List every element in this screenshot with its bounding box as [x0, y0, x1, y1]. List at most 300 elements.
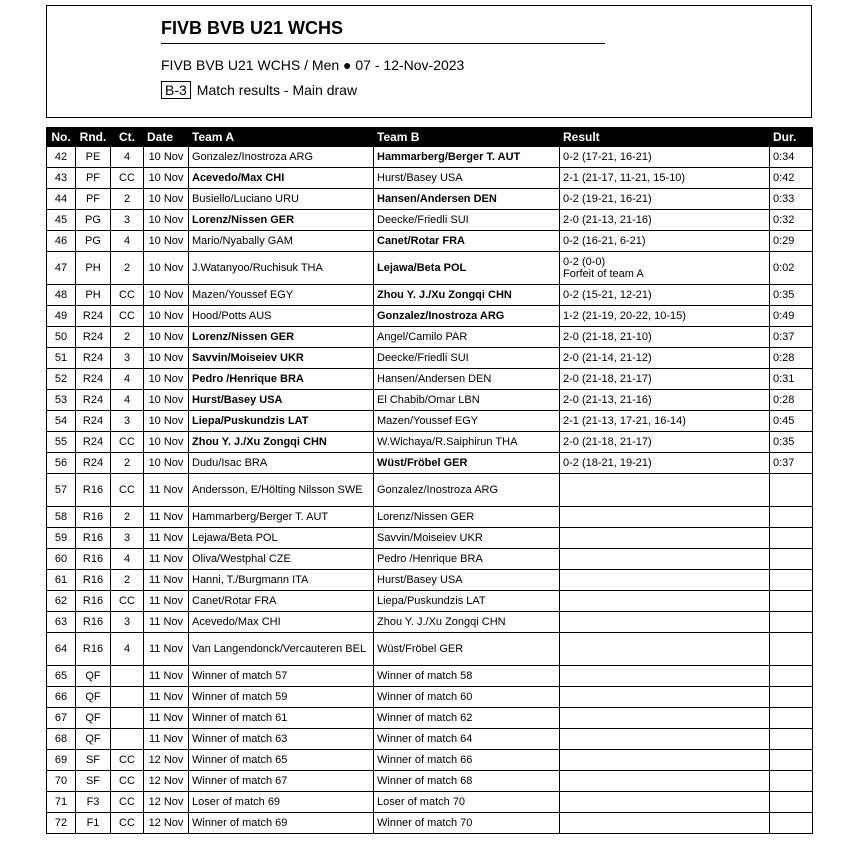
- result-cell: [560, 612, 770, 633]
- date-cell: 11 Nov: [144, 507, 189, 528]
- table-row: [47, 327, 813, 348]
- table-row: [47, 813, 813, 834]
- table-row: [47, 474, 813, 507]
- result-score: 0-2 (19-21, 16-21): [563, 193, 652, 205]
- result-cell: [560, 252, 770, 285]
- team-a-cell: Winner of match 65: [189, 750, 374, 771]
- result-cell: [560, 210, 770, 231]
- match-number-cell: 45: [47, 210, 76, 231]
- duration-cell: [770, 792, 813, 813]
- match-number-cell: 64: [47, 633, 76, 666]
- result-cell: [560, 327, 770, 348]
- duration-cell: 0:29: [770, 231, 813, 252]
- match-number-cell: 44: [47, 189, 76, 210]
- result-score: 0-2 (17-21, 16-21): [563, 151, 652, 163]
- team-a-cell: Pedro /Henrique BRA: [189, 369, 374, 390]
- date-cell: 12 Nov: [144, 771, 189, 792]
- team-a-cell: Hurst/Basey USA: [189, 390, 374, 411]
- result-score: 2-1 (21-17, 11-21, 15-10): [563, 172, 686, 184]
- match-number-cell: 65: [47, 666, 76, 687]
- match-number-cell: 59: [47, 528, 76, 549]
- court-cell: 4: [111, 549, 144, 570]
- result-cell: [560, 708, 770, 729]
- date-cell: 10 Nov: [144, 369, 189, 390]
- table-row: [47, 633, 813, 666]
- round-cell: R16: [76, 570, 111, 591]
- duration-cell: [770, 474, 813, 507]
- match-number-cell: 52: [47, 369, 76, 390]
- date-cell: 10 Nov: [144, 147, 189, 168]
- result-score: 2-0 (21-18, 21-10): [563, 331, 652, 343]
- document-code: B-3: [161, 81, 191, 99]
- team-b-cell: Mazen/Youssef EGY: [374, 411, 560, 432]
- date-cell: 11 Nov: [144, 612, 189, 633]
- result-cell: [560, 390, 770, 411]
- table-row: [47, 549, 813, 570]
- result-cell: [560, 369, 770, 390]
- team-b-cell: Wüst/Fröbel GER: [374, 633, 560, 666]
- table-row: [47, 369, 813, 390]
- team-b-cell: Wüst/Fröbel GER: [374, 453, 560, 474]
- court-cell: CC: [111, 306, 144, 327]
- result-cell: [560, 528, 770, 549]
- result-score: 0-2 (15-21, 12-21): [563, 289, 652, 301]
- column-header-result: Result: [560, 128, 770, 147]
- title-divider: [161, 43, 605, 44]
- team-a-cell: Hanni, T./Burgmann ITA: [189, 570, 374, 591]
- court-cell: 2: [111, 189, 144, 210]
- round-cell: R16: [76, 591, 111, 612]
- duration-cell: 0:35: [770, 285, 813, 306]
- table-row: [47, 189, 813, 210]
- duration-cell: [770, 813, 813, 834]
- team-b-cell: Savvin/Moiseiev UKR: [374, 528, 560, 549]
- team-a-cell: Oliva/Westphal CZE: [189, 549, 374, 570]
- result-cell: [560, 306, 770, 327]
- team-a-cell: Gonzalez/Inostroza ARG: [189, 147, 374, 168]
- round-cell: PG: [76, 210, 111, 231]
- court-cell: 2: [111, 327, 144, 348]
- round-cell: R24: [76, 390, 111, 411]
- round-cell: QF: [76, 708, 111, 729]
- date-cell: 10 Nov: [144, 252, 189, 285]
- team-b-cell: Winner of match 70: [374, 813, 560, 834]
- date-cell: 10 Nov: [144, 210, 189, 231]
- round-cell: QF: [76, 729, 111, 750]
- table-row: [47, 168, 813, 189]
- round-cell: SF: [76, 750, 111, 771]
- date-cell: 10 Nov: [144, 327, 189, 348]
- table-row: [47, 147, 813, 168]
- duration-cell: 0:37: [770, 453, 813, 474]
- duration-cell: [770, 771, 813, 792]
- result-score: 2-0 (21-13, 21-16): [563, 394, 652, 406]
- match-number-cell: 72: [47, 813, 76, 834]
- duration-cell: [770, 591, 813, 612]
- result-cell: [560, 813, 770, 834]
- team-b-cell: Liepa/Puskundzis LAT: [374, 591, 560, 612]
- date-cell: 11 Nov: [144, 570, 189, 591]
- match-number-cell: 60: [47, 549, 76, 570]
- team-b-cell: El Chabib/Omar LBN: [374, 390, 560, 411]
- match-number-cell: 57: [47, 474, 76, 507]
- match-number-cell: 43: [47, 168, 76, 189]
- team-b-cell: Hammarberg/Berger T. AUT: [374, 147, 560, 168]
- court-cell: CC: [111, 285, 144, 306]
- court-cell: [111, 687, 144, 708]
- result-score: 0-2 (0-0): [563, 256, 606, 268]
- result-score: 0-2 (16-21, 6-21): [563, 235, 646, 247]
- duration-cell: [770, 570, 813, 591]
- result-cell: [560, 474, 770, 507]
- team-a-cell: Savvin/Moiseiev UKR: [189, 348, 374, 369]
- duration-cell: 0:33: [770, 189, 813, 210]
- match-number-cell: 62: [47, 591, 76, 612]
- table-row: [47, 729, 813, 750]
- duration-cell: [770, 612, 813, 633]
- round-cell: QF: [76, 687, 111, 708]
- team-a-cell: Mario/Nyabally GAM: [189, 231, 374, 252]
- court-cell: 4: [111, 390, 144, 411]
- round-cell: R24: [76, 327, 111, 348]
- result-cell: [560, 750, 770, 771]
- team-a-cell: Zhou Y. J./Xu Zongqi CHN: [189, 432, 374, 453]
- team-a-cell: Van Langendonck/Vercauteren BEL: [189, 633, 374, 666]
- court-cell: [111, 666, 144, 687]
- table-row: [47, 750, 813, 771]
- team-a-cell: Canet/Rotar FRA: [189, 591, 374, 612]
- court-cell: 3: [111, 612, 144, 633]
- table-row: [47, 411, 813, 432]
- team-a-cell: Hammarberg/Berger T. AUT: [189, 507, 374, 528]
- team-a-cell: Winner of match 61: [189, 708, 374, 729]
- round-cell: SF: [76, 771, 111, 792]
- table-row: [47, 285, 813, 306]
- table-row: [47, 708, 813, 729]
- table-body: [47, 147, 813, 834]
- duration-cell: [770, 750, 813, 771]
- date-cell: 12 Nov: [144, 792, 189, 813]
- date-cell: 11 Nov: [144, 687, 189, 708]
- document-title: Match results - Main draw: [196, 82, 358, 98]
- team-a-cell: Hood/Potts AUS: [189, 306, 374, 327]
- table-row: [47, 612, 813, 633]
- result-score: 2-0 (21-14, 21-12): [563, 352, 652, 364]
- table-row: [47, 432, 813, 453]
- duration-cell: 0:02: [770, 252, 813, 285]
- court-cell: CC: [111, 792, 144, 813]
- round-cell: R24: [76, 348, 111, 369]
- result-cell: [560, 633, 770, 666]
- duration-cell: 0:35: [770, 432, 813, 453]
- date-cell: 11 Nov: [144, 474, 189, 507]
- team-b-cell: Pedro /Henrique BRA: [374, 549, 560, 570]
- date-cell: 12 Nov: [144, 750, 189, 771]
- table-row: [47, 252, 813, 285]
- duration-cell: 0:28: [770, 348, 813, 369]
- result-cell: [560, 771, 770, 792]
- result-score: 1-2 (21-19, 20-22, 10-15): [563, 310, 686, 322]
- date-cell: 10 Nov: [144, 168, 189, 189]
- court-cell: CC: [111, 432, 144, 453]
- round-cell: PF: [76, 189, 111, 210]
- result-cell: [560, 729, 770, 750]
- round-cell: R24: [76, 453, 111, 474]
- column-header-round: Rnd.: [76, 128, 111, 147]
- match-number-cell: 53: [47, 390, 76, 411]
- date-cell: 11 Nov: [144, 549, 189, 570]
- match-number-cell: 69: [47, 750, 76, 771]
- team-b-cell: Zhou Y. J./Xu Zongqi CHN: [374, 612, 560, 633]
- court-cell: CC: [111, 771, 144, 792]
- match-number-cell: 56: [47, 453, 76, 474]
- event-subtitle: FIVB BVB U21 WCHS / Men ● 07 - 12-Nov-2023: [161, 57, 465, 73]
- team-b-cell: Angel/Camilo PAR: [374, 327, 560, 348]
- team-a-cell: Lorenz/Nissen GER: [189, 210, 374, 231]
- team-a-cell: Dudu/Isac BRA: [189, 453, 374, 474]
- result-cell: [560, 189, 770, 210]
- team-a-cell: Acevedo/Max CHI: [189, 168, 374, 189]
- round-cell: PH: [76, 285, 111, 306]
- duration-cell: 0:45: [770, 411, 813, 432]
- column-header-team-a: Team A: [189, 128, 374, 147]
- team-b-cell: Lorenz/Nissen GER: [374, 507, 560, 528]
- court-cell: [111, 708, 144, 729]
- date-cell: 10 Nov: [144, 306, 189, 327]
- duration-cell: [770, 666, 813, 687]
- table-row: [47, 453, 813, 474]
- table-row: [47, 231, 813, 252]
- match-number-cell: 67: [47, 708, 76, 729]
- match-number-cell: 66: [47, 687, 76, 708]
- round-cell: R16: [76, 633, 111, 666]
- team-a-cell: Andersson, E/Hölting Nilsson SWE: [189, 474, 374, 507]
- result-cell: [560, 432, 770, 453]
- team-b-cell: Lejawa/Beta POL: [374, 252, 560, 285]
- court-cell: 4: [111, 633, 144, 666]
- table-row: [47, 507, 813, 528]
- table-row: [47, 390, 813, 411]
- team-a-cell: Busiello/Luciano URU: [189, 189, 374, 210]
- round-cell: R16: [76, 474, 111, 507]
- table-row: [47, 306, 813, 327]
- date-cell: 11 Nov: [144, 729, 189, 750]
- result-cell: [560, 666, 770, 687]
- result-cell: [560, 168, 770, 189]
- table-row: [47, 591, 813, 612]
- court-cell: CC: [111, 813, 144, 834]
- match-number-cell: 50: [47, 327, 76, 348]
- round-cell: R16: [76, 528, 111, 549]
- table-row: [47, 687, 813, 708]
- court-cell: 4: [111, 231, 144, 252]
- team-a-cell: Liepa/Puskundzis LAT: [189, 411, 374, 432]
- result-cell: [560, 507, 770, 528]
- team-a-cell: Winner of match 59: [189, 687, 374, 708]
- round-cell: R16: [76, 507, 111, 528]
- date-cell: 10 Nov: [144, 189, 189, 210]
- court-cell: CC: [111, 474, 144, 507]
- team-a-cell: Winner of match 63: [189, 729, 374, 750]
- round-cell: QF: [76, 666, 111, 687]
- match-number-cell: 71: [47, 792, 76, 813]
- team-b-cell: Hurst/Basey USA: [374, 168, 560, 189]
- match-results-table: [46, 127, 813, 834]
- table-row: [47, 771, 813, 792]
- round-cell: F1: [76, 813, 111, 834]
- court-cell: 3: [111, 411, 144, 432]
- match-number-cell: 58: [47, 507, 76, 528]
- round-cell: PH: [76, 252, 111, 285]
- team-a-cell: Acevedo/Max CHI: [189, 612, 374, 633]
- table-row: [47, 210, 813, 231]
- team-b-cell: Winner of match 60: [374, 687, 560, 708]
- result-score: 2-0 (21-13, 21-16): [563, 214, 652, 226]
- match-number-cell: 54: [47, 411, 76, 432]
- result-note: Forfeit of team A: [563, 268, 644, 280]
- result-score: 2-1 (21-13, 17-21, 16-14): [563, 415, 686, 427]
- court-cell: 3: [111, 210, 144, 231]
- team-a-cell: Winner of match 57: [189, 666, 374, 687]
- date-cell: 11 Nov: [144, 666, 189, 687]
- duration-cell: 0:31: [770, 369, 813, 390]
- result-score: 2-0 (21-18, 21-17): [563, 373, 652, 385]
- round-cell: F3: [76, 792, 111, 813]
- result-cell: [560, 453, 770, 474]
- match-number-cell: 51: [47, 348, 76, 369]
- round-cell: R16: [76, 549, 111, 570]
- duration-cell: [770, 708, 813, 729]
- court-cell: 2: [111, 507, 144, 528]
- team-b-cell: Deecke/Friedli SUI: [374, 210, 560, 231]
- team-a-cell: Lorenz/Nissen GER: [189, 327, 374, 348]
- team-b-cell: Canet/Rotar FRA: [374, 231, 560, 252]
- duration-cell: [770, 633, 813, 666]
- column-header-date: Date: [144, 128, 189, 147]
- round-cell: R24: [76, 432, 111, 453]
- column-header-duration: Dur.: [770, 128, 813, 147]
- table-row: [47, 348, 813, 369]
- match-number-cell: 48: [47, 285, 76, 306]
- duration-cell: 0:49: [770, 306, 813, 327]
- column-header-team-b: Team B: [374, 128, 560, 147]
- team-b-cell: Hansen/Andersen DEN: [374, 189, 560, 210]
- round-cell: R24: [76, 306, 111, 327]
- team-b-cell: W.Wichaya/R.Saiphirun THA: [374, 432, 560, 453]
- team-b-cell: Hansen/Andersen DEN: [374, 369, 560, 390]
- round-cell: PG: [76, 231, 111, 252]
- court-cell: 2: [111, 570, 144, 591]
- match-number-cell: 42: [47, 147, 76, 168]
- round-cell: PF: [76, 168, 111, 189]
- court-cell: 4: [111, 147, 144, 168]
- table-row: [47, 792, 813, 813]
- date-cell: 10 Nov: [144, 432, 189, 453]
- court-cell: 2: [111, 453, 144, 474]
- result-cell: [560, 231, 770, 252]
- team-b-cell: Gonzalez/Inostroza ARG: [374, 474, 560, 507]
- duration-cell: [770, 687, 813, 708]
- match-number-cell: 61: [47, 570, 76, 591]
- date-cell: 11 Nov: [144, 591, 189, 612]
- match-number-cell: 63: [47, 612, 76, 633]
- duration-cell: 0:28: [770, 390, 813, 411]
- result-cell: [560, 348, 770, 369]
- court-cell: 3: [111, 528, 144, 549]
- round-cell: R24: [76, 369, 111, 390]
- result-cell: [560, 147, 770, 168]
- column-header-court: Ct.: [111, 128, 144, 147]
- duration-cell: [770, 729, 813, 750]
- team-a-cell: Winner of match 67: [189, 771, 374, 792]
- court-cell: [111, 729, 144, 750]
- table-row: [47, 528, 813, 549]
- match-number-cell: 46: [47, 231, 76, 252]
- date-cell: 10 Nov: [144, 411, 189, 432]
- page-title: FIVB BVB U21 WCHS: [161, 18, 344, 38]
- round-cell: R16: [76, 612, 111, 633]
- team-b-cell: Loser of match 70: [374, 792, 560, 813]
- duration-cell: 0:42: [770, 168, 813, 189]
- court-cell: 2: [111, 252, 144, 285]
- court-cell: 3: [111, 348, 144, 369]
- date-cell: 11 Nov: [144, 708, 189, 729]
- date-cell: 11 Nov: [144, 633, 189, 666]
- result-score: 2-0 (21-18, 21-17): [563, 436, 652, 448]
- result-cell: [560, 411, 770, 432]
- team-a-cell: J.Watanyoo/Ruchisuk THA: [189, 252, 374, 285]
- team-b-cell: Winner of match 62: [374, 708, 560, 729]
- result-score: 0-2 (18-21, 19-21): [563, 457, 652, 469]
- table-header-row: [47, 128, 813, 147]
- team-b-cell: Gonzalez/Inostroza ARG: [374, 306, 560, 327]
- duration-cell: 0:34: [770, 147, 813, 168]
- duration-cell: 0:32: [770, 210, 813, 231]
- table-row: [47, 666, 813, 687]
- team-b-cell: Zhou Y. J./Xu Zongqi CHN: [374, 285, 560, 306]
- duration-cell: [770, 549, 813, 570]
- result-cell: [560, 285, 770, 306]
- team-a-cell: Winner of match 69: [189, 813, 374, 834]
- duration-cell: [770, 528, 813, 549]
- date-cell: 10 Nov: [144, 453, 189, 474]
- date-cell: 10 Nov: [144, 390, 189, 411]
- court-cell: CC: [111, 591, 144, 612]
- date-cell: 10 Nov: [144, 348, 189, 369]
- result-cell: [560, 687, 770, 708]
- match-number-cell: 47: [47, 252, 76, 285]
- court-cell: 4: [111, 369, 144, 390]
- team-b-cell: Winner of match 64: [374, 729, 560, 750]
- team-b-cell: Winner of match 68: [374, 771, 560, 792]
- document-line: [161, 81, 357, 99]
- team-a-cell: Loser of match 69: [189, 792, 374, 813]
- duration-cell: [770, 507, 813, 528]
- round-cell: PE: [76, 147, 111, 168]
- date-cell: 10 Nov: [144, 231, 189, 252]
- match-number-cell: 49: [47, 306, 76, 327]
- date-cell: 10 Nov: [144, 285, 189, 306]
- table-row: [47, 570, 813, 591]
- team-b-cell: Deecke/Friedli SUI: [374, 348, 560, 369]
- court-cell: CC: [111, 750, 144, 771]
- date-cell: 12 Nov: [144, 813, 189, 834]
- team-a-cell: Lejawa/Beta POL: [189, 528, 374, 549]
- date-cell: 11 Nov: [144, 528, 189, 549]
- team-b-cell: Winner of match 66: [374, 750, 560, 771]
- match-number-cell: 55: [47, 432, 76, 453]
- result-cell: [560, 792, 770, 813]
